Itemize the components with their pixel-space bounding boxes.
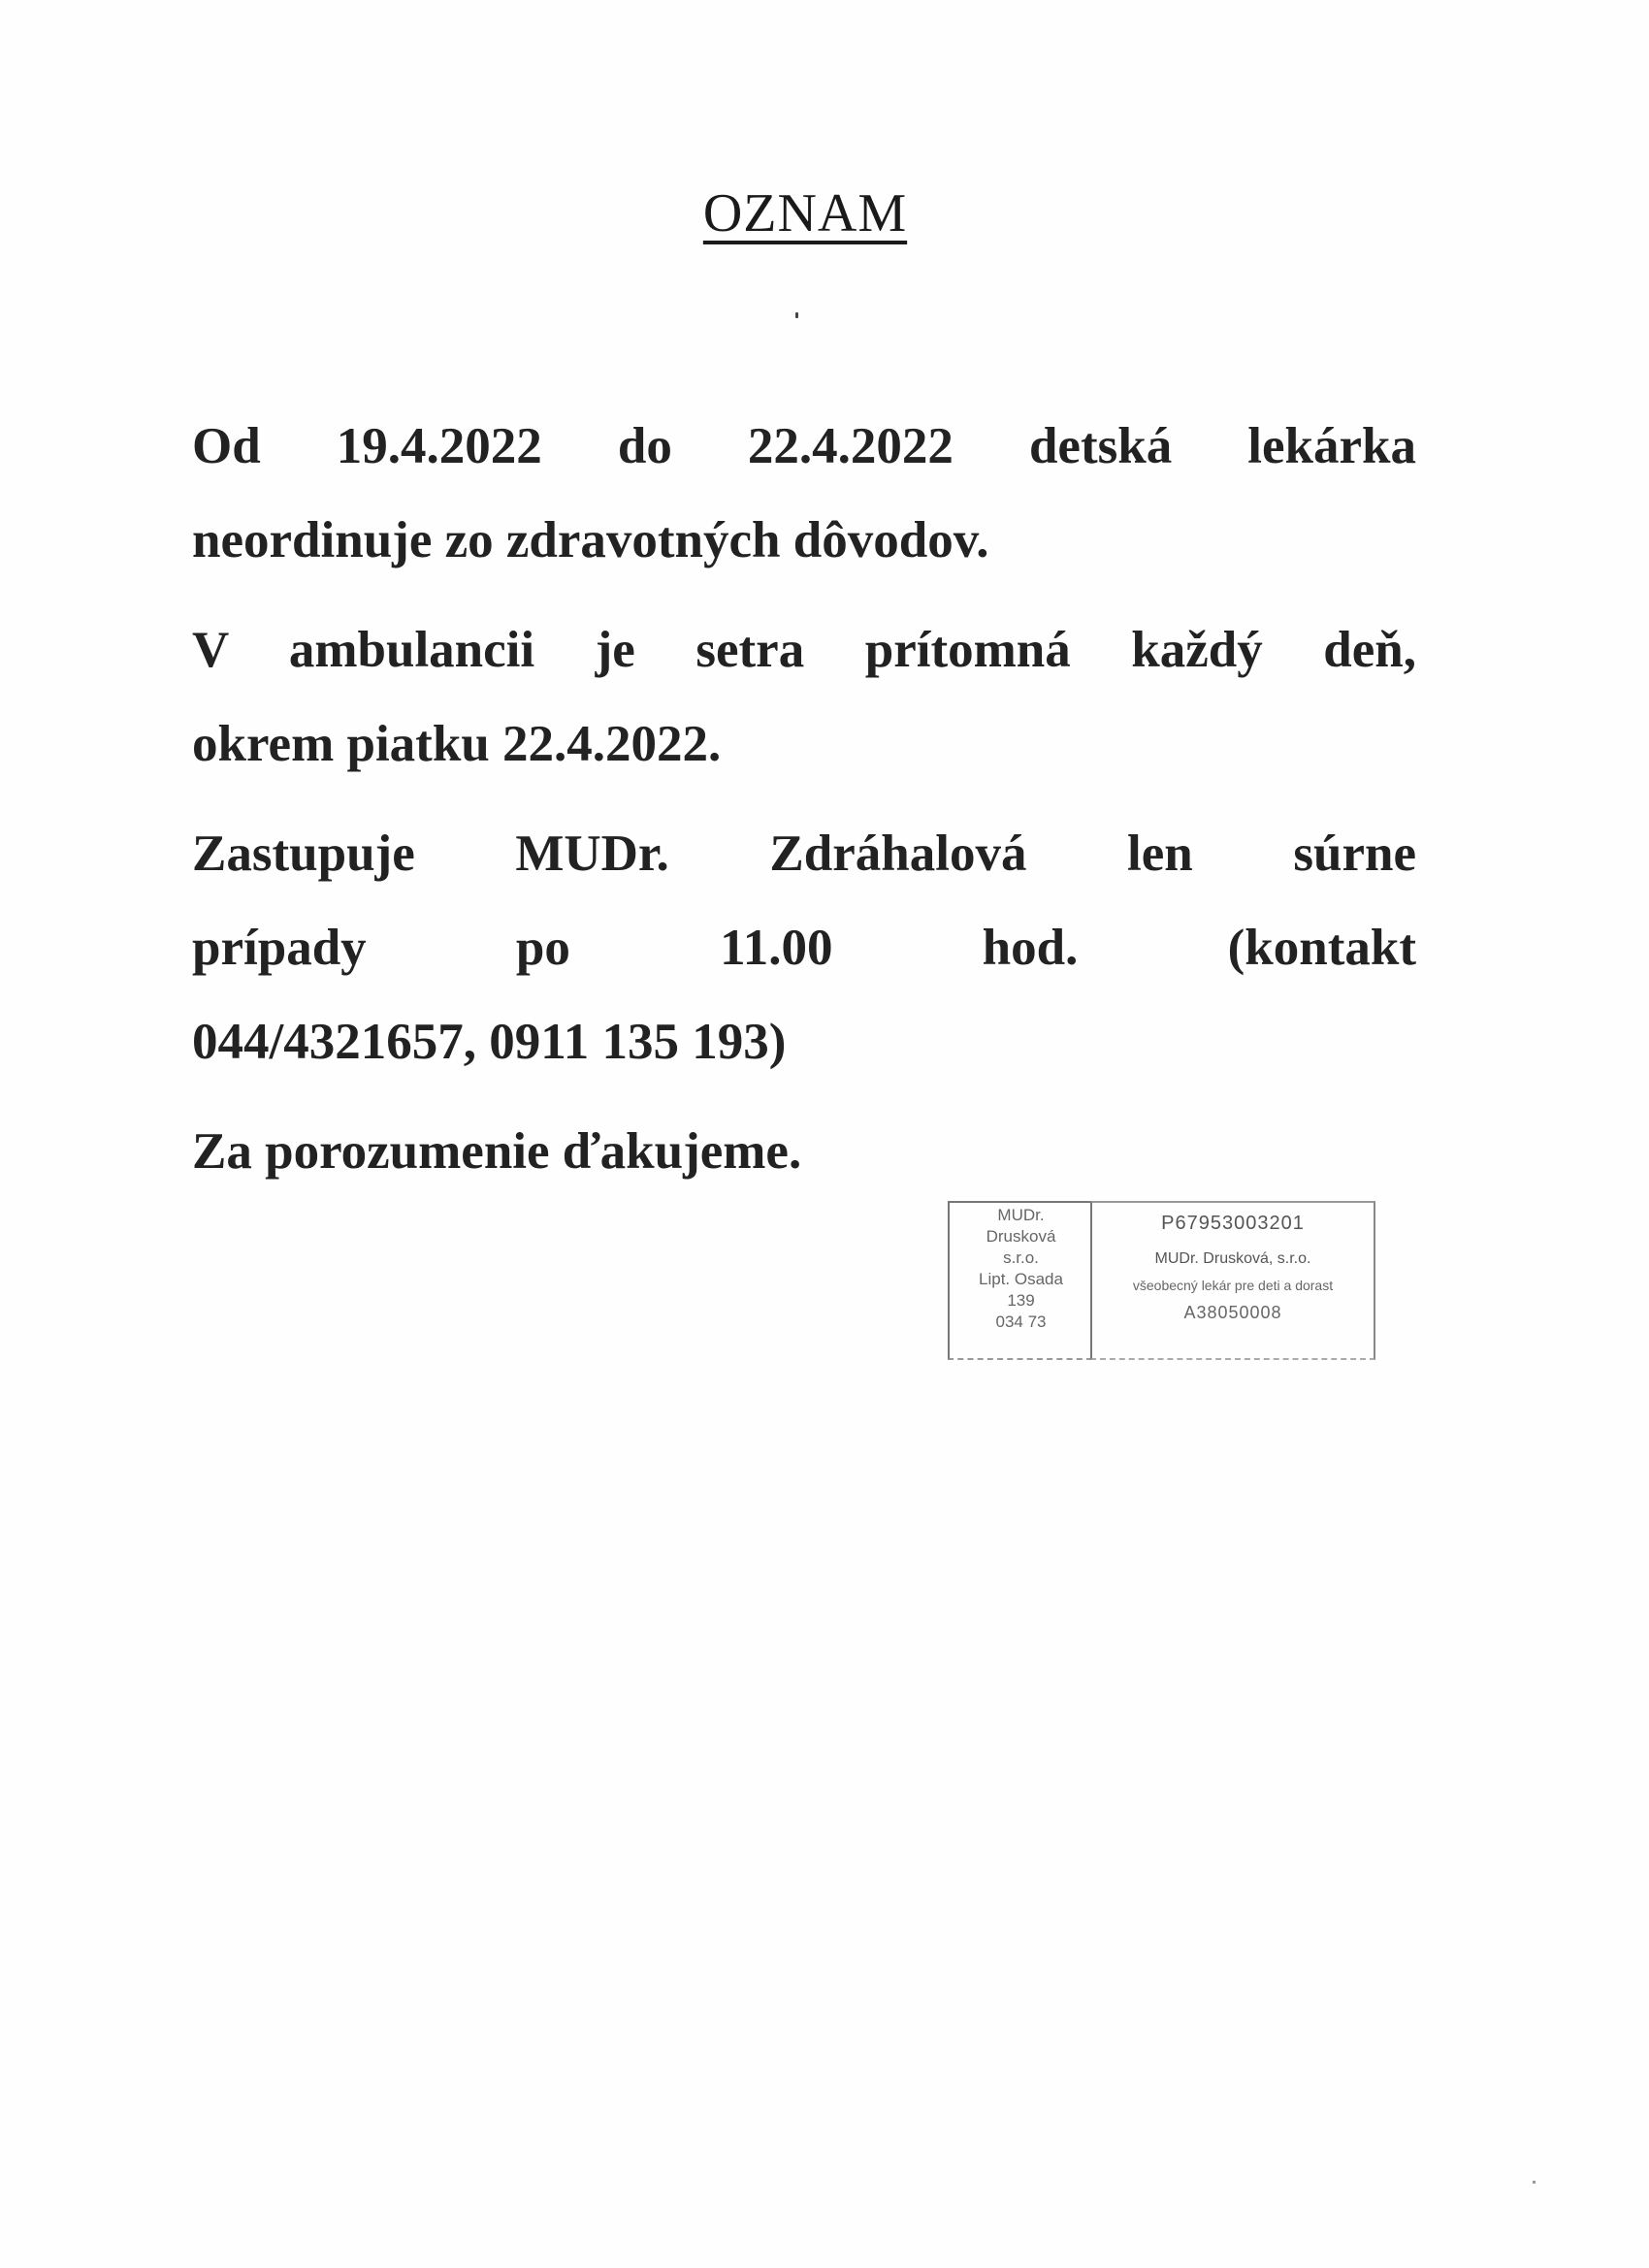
text-line: okrem piatku 22.4.2022. [192, 716, 722, 772]
stamp-clinic-name: MUDr. Drusková, s.r.o. [1154, 1250, 1311, 1267]
stamp-text: s.r.o. [1003, 1248, 1039, 1267]
text-line: prípady po 11.00 hod. (kontakt [192, 920, 1416, 976]
stamp-right-box [1090, 1201, 1375, 1360]
text-line: 044/4321657, 0911 135 193) [192, 1014, 787, 1070]
stamp-text: Lipt. Osada [979, 1270, 1063, 1288]
stamp-code-bottom: A38050008 [1183, 1303, 1282, 1322]
text-line: Za porozumenie ďakujeme. [192, 1123, 802, 1180]
paragraph-nurse [192, 603, 1416, 792]
stamp-description: všeobecný lekár pre deti a dorast [1132, 1278, 1334, 1293]
text-line: Zastupuje MUDr. Zdráhalová len súrne [192, 826, 1416, 882]
stamp-code-top: P67953003201 [1161, 1213, 1305, 1234]
clinic-stamp [948, 1201, 1380, 1364]
text-line: neordinuje zo zdravotných dôvodov. [192, 512, 989, 568]
notice-body [192, 400, 1416, 1215]
page-title [0, 182, 1610, 244]
stamp-text: 139 [1007, 1291, 1035, 1310]
text-line: Od 19.4.2022 do 22.4.2022 detská lekárka [192, 418, 1416, 474]
stamp-text: 034 73 [995, 1312, 1047, 1331]
scan-speck [795, 312, 798, 318]
text-line: V ambulancii je setra prítomná každý deň, [192, 622, 1416, 678]
stamp-text: MUDr. [997, 1206, 1045, 1224]
paragraph-substitute [192, 807, 1416, 1089]
stamp-left-box [948, 1201, 1092, 1360]
title-text: OZNAM [702, 183, 908, 243]
paragraph-thanks [192, 1105, 1416, 1199]
paragraph-dates [192, 400, 1416, 588]
scan-speck [1533, 2181, 1536, 2184]
stamp-text: Drusková [986, 1227, 1056, 1246]
